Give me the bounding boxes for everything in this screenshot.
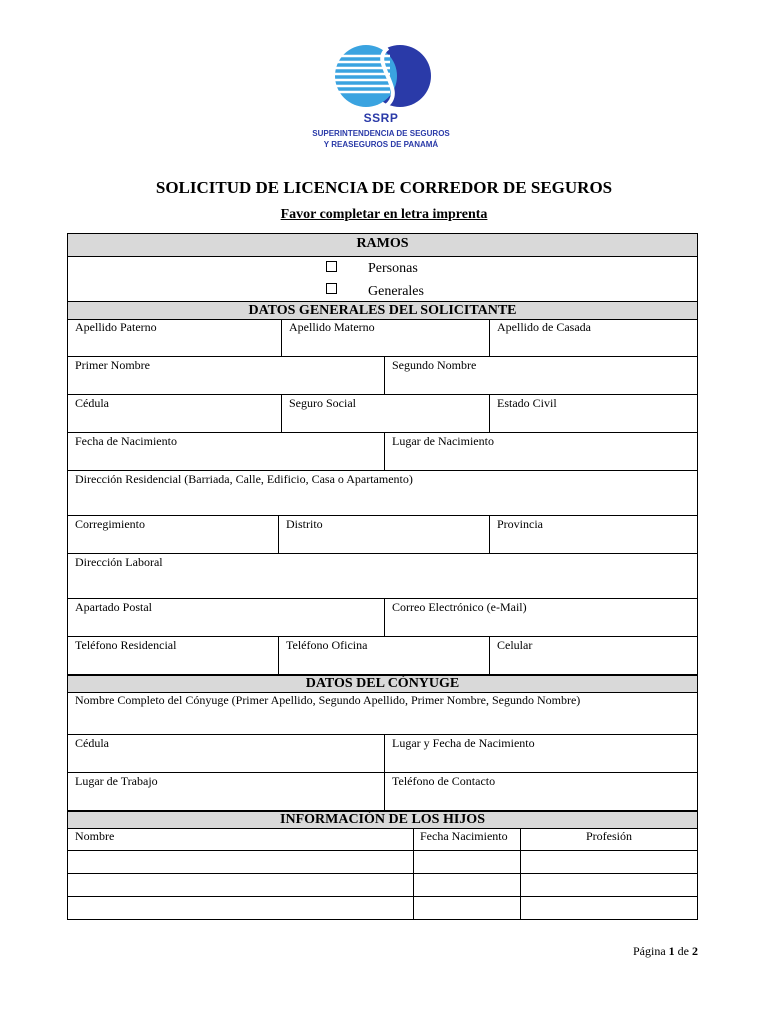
conyuge-heading: DATOS DEL CÓNYUGE — [67, 675, 698, 693]
logo-org-text: SUPERINTENDENCIA DE SEGUROS Y REASEGUROS DE PANAMÁ — [312, 129, 450, 149]
hijo-fecha-cell[interactable] — [413, 897, 520, 919]
field-lugar-nacimiento[interactable]: Lugar de Nacimiento — [384, 433, 697, 470]
field-telefono-oficina[interactable]: Teléfono Oficina — [278, 637, 489, 674]
field-conyuge-lugar-trabajo[interactable]: Lugar de Trabajo — [75, 774, 158, 788]
field-conyuge-cedula[interactable]: Cédula — [75, 736, 109, 750]
form-row-telefonos — [67, 637, 698, 675]
hijos-heading: INFORMACIÓN DE LOS HIJOS — [67, 811, 698, 829]
ssrp-emblem-icon — [328, 42, 438, 110]
hijo-nombre-cell[interactable] — [68, 851, 413, 873]
page-of: de — [677, 944, 689, 958]
field-apellido-paterno[interactable]: Apellido Paterno — [75, 320, 157, 334]
hijos-col-fecha-nacimiento: Fecha Nacimiento — [413, 828, 520, 850]
hijo-profesion-cell[interactable] — [520, 851, 697, 873]
datos-generales-heading: DATOS GENERALES DEL SOLICITANTE — [67, 301, 698, 320]
field-segundo-nombre[interactable]: Segundo Nombre — [384, 357, 697, 394]
field-distrito[interactable]: Distrito — [278, 516, 489, 553]
form-row-conyuge-trabajo — [67, 773, 698, 811]
field-apartado-postal[interactable]: Apartado Postal — [75, 600, 152, 614]
hijo-nombre-cell[interactable] — [68, 874, 413, 896]
field-provincia[interactable]: Provincia — [489, 516, 697, 553]
form-title: SOLICITUD DE LICENCIA DE CORREDOR DE SEGUROS — [155, 178, 613, 197]
form-row-apellidos — [67, 319, 698, 357]
page-current: 1 — [668, 944, 675, 958]
form-row-contacto — [67, 599, 698, 637]
page-number — [600, 944, 698, 959]
field-apellido-materno[interactable]: Apellido Materno — [281, 319, 489, 356]
field-telefono-residencial[interactable]: Teléfono Residencial — [75, 638, 177, 652]
form-row-ubicacion — [67, 516, 698, 554]
form-row-nacimiento — [67, 433, 698, 471]
form-row-direccion-laboral — [67, 554, 698, 599]
field-apellido-casada[interactable]: Apellido de Casada — [489, 319, 697, 356]
field-fecha-nacimiento[interactable]: Fecha de Nacimiento — [75, 434, 177, 448]
page-label: Página — [633, 944, 666, 958]
form-row-conyuge-nombre — [67, 692, 698, 735]
field-cedula[interactable]: Cédula — [75, 396, 109, 410]
ramos-heading: RAMOS — [67, 233, 698, 257]
field-estado-civil[interactable]: Estado Civil — [489, 395, 697, 432]
hijo-nombre-cell[interactable] — [68, 897, 413, 919]
form-subtitle: Favor completar en letra imprenta — [280, 207, 488, 222]
logo-brand-text: SSRP — [363, 111, 399, 125]
hijo-profesion-cell[interactable] — [520, 897, 697, 919]
field-celular[interactable]: Celular — [489, 637, 697, 674]
hijos-header-row — [67, 828, 698, 851]
checkbox-personas[interactable] — [326, 261, 337, 272]
option-generales-label: Generales — [368, 284, 424, 299]
hijo-fecha-cell[interactable] — [413, 874, 520, 896]
field-conyuge-lugar-fecha-nacimiento[interactable]: Lugar y Fecha de Nacimiento — [384, 735, 697, 772]
field-direccion-laboral[interactable]: Dirección Laboral — [75, 555, 163, 569]
field-corregimiento[interactable]: Corregimiento — [75, 517, 145, 531]
ssrp-logo — [306, 40, 461, 155]
page-total: 2 — [692, 944, 698, 958]
table-row — [67, 897, 698, 920]
hijos-col-nombre: Nombre — [75, 829, 115, 843]
hijos-col-profesion: Profesión — [520, 828, 697, 850]
field-seguro-social[interactable]: Seguro Social — [281, 395, 489, 432]
option-personas-label: Personas — [368, 261, 418, 276]
field-primer-nombre[interactable]: Primer Nombre — [75, 358, 150, 372]
field-nombre-conyuge[interactable]: Nombre Completo del Cónyuge (Primer Apellido, Segundo Apellido, Primer Nombre, Segundo Nombre) — [75, 693, 581, 707]
form-row-conyuge-cedula — [67, 735, 698, 773]
form-row-direccion-residencial — [67, 471, 698, 516]
form-row-cedula — [67, 395, 698, 433]
field-conyuge-telefono-contacto[interactable]: Teléfono de Contacto — [384, 773, 697, 810]
form-row-nombres — [67, 357, 698, 395]
hijo-profesion-cell[interactable] — [520, 874, 697, 896]
field-direccion-residencial[interactable]: Dirección Residencial (Barriada, Calle, Edificio, Casa o Apartamento) — [75, 472, 413, 486]
field-correo-electronico[interactable]: Correo Electrónico (e-Mail) — [384, 599, 697, 636]
hijo-fecha-cell[interactable] — [413, 851, 520, 873]
checkbox-generales[interactable] — [326, 283, 337, 294]
table-row — [67, 851, 698, 874]
table-row — [67, 874, 698, 897]
